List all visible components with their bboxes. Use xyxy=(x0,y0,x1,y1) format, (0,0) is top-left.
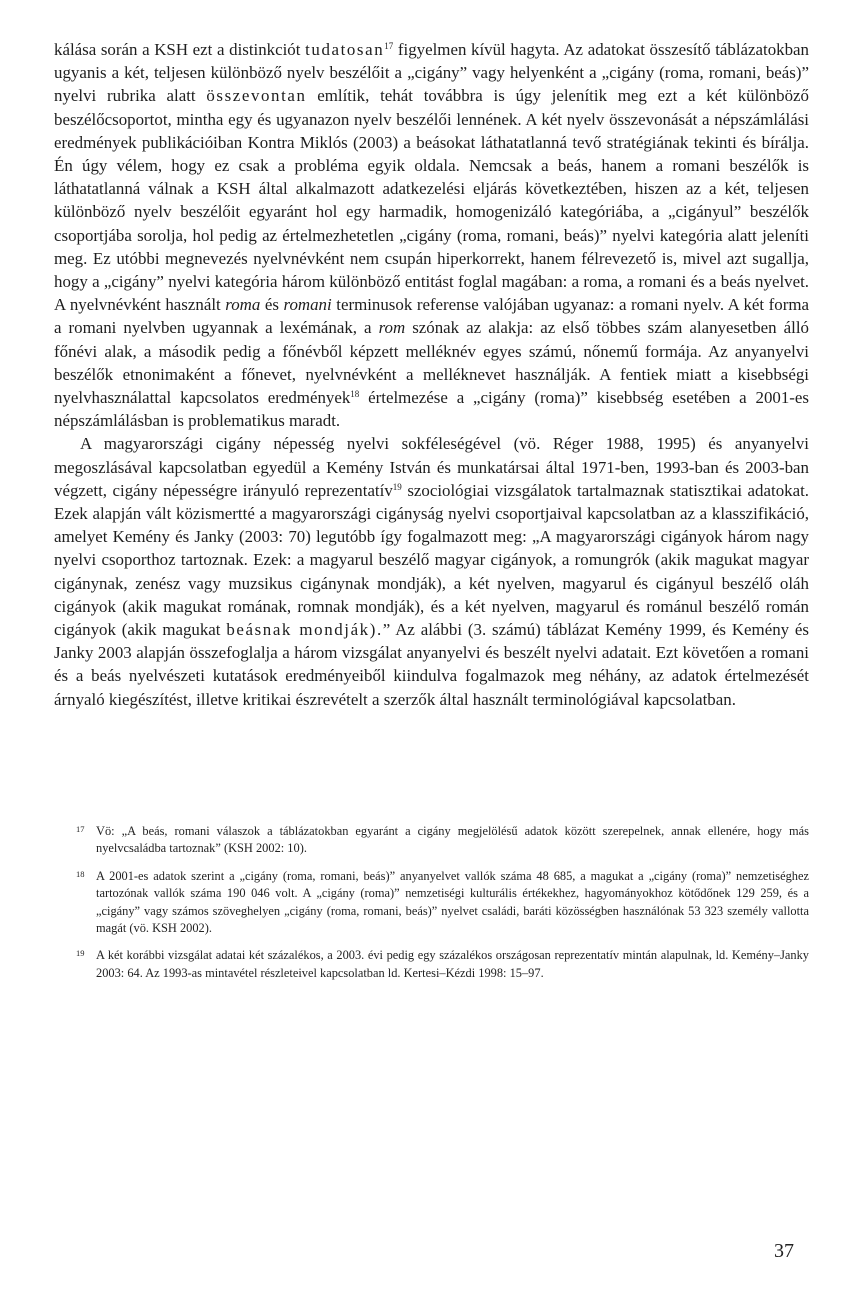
spaced-term: összevontan xyxy=(206,86,307,106)
footnote-ref-17[interactable]: 17 xyxy=(384,41,394,51)
italic-term-rom: rom xyxy=(378,318,406,338)
text-run: ” Az alábbi (3. számú) táblázat Kemény 1999, és Kemény és Janky 2003 alapján összefoglalja a három vizsgálat anyanyelvi és beszélt nyelvi adatait. Ezt követően a romani és a beás nyelvészeti kutatások eredményeiből kiindulva fogalmazok meg néhány, az adatok értelmezését árnyaló kiegészítést, illetve kritikai észrevételt a szerzők által használt terminológiával kapcsolatban. xyxy=(54,620,810,709)
text-run: figyelmen kívül hagyta. Az adatokat összesítő táblázatokban ugyanis a két, teljesen különböző nyelv beszélőit a „cigány” vagy helyenként a „cigány (roma, romani, beás)” nyelvi rubrika alatt xyxy=(54,40,809,106)
italic-term-roma: roma xyxy=(225,295,261,315)
footnotes xyxy=(54,823,809,992)
footnote-ref-18[interactable]: 18 xyxy=(350,389,360,400)
spaced-term: tudatosan xyxy=(305,40,385,59)
text-run: kálása során a KSH ezt a distinkciót xyxy=(54,40,301,59)
text-run: szociológiai vizsgálatok tartalmaznak statisztikai adatokat. Ezek alapján vált közismertté a magyarországi cigányság nyelvi csoportjaival kapcsolatban az a klasszifikáció, amelyet Kemény és Janky (2003: 70) legutóbb így fogalmazott meg: „A magyarországi cigányok három nagy nyelvi csoporthoz tartoznak. Ezek: a magyarul beszélő magyar cigányok, a romungrók (akik magukat magyar cigánynak, zenész vagy muzsikus cigánynak mondják), a két nyelven, magyarul és cigányul beszélő oláh cigányok (akik magukat romának, romnak mondják), és a két nyelven, magyarul és románul beszélő román cigányok (akik magukat xyxy=(54,480,809,640)
paragraph-2 xyxy=(54,432,809,710)
text-run: értelmezése a „cigány (roma)” kisebbség esetében a 2001-es népszámlálásban is problematikus maradt. xyxy=(54,388,809,431)
footnote-17 xyxy=(54,823,809,858)
spaced-quote: beásnak mondják). xyxy=(226,620,383,640)
footnote-ref-19[interactable]: 19 xyxy=(392,481,402,492)
footnote-text: A két korábbi vizsgálat adatai két százalékos, a 2003. évi pedig egy százalékos országosan reprezentatív mintán alapulnak, ld. Kemény–Janky 2003: 64. Az 1993-as mintavétel részleteivel kapcsolatban ld. Kertesi–Kézdi 1998: 15–97. xyxy=(96,948,809,980)
italic-term-romani: romani xyxy=(283,295,332,315)
page-number: 37 xyxy=(774,1240,794,1262)
text-run: említik, tehát továbbra is úgy jelenítik meg ezt a két különböző beszélőcsoportot, mintha egy és ugyanazon nyelv beszélői lennének. A két nyelv összevonását a népszámlálási eredmények publikációiban Kontra Miklós (2003) a beásokat láthatatlanná tevő stratégiának tekinti és bírálja. Én úgy vélem, hogy ez csak a probléma egyik oldala. Nemcsak a beás, hanem a romani beszélők is láthatatlanná válnak a KSH által alkalmazott adatkezelési eljárás következtében, hiszen az a két, teljesen különböző nyelv beszélőit egyaránt hol egy harmadik, homogenizáló kategóriába, a „cigányul” beszélők csoportjába sorolja, hol pedig az értelmezhetetlen „cigány (roma, romani, beás)” nyelvi kategória alatt jeleníti meg. Ez utóbbi megnevezés nyelvnévként nem csupán hiperkorrekt, hanem félrevezető is, mivel azt sugallja, hogy a „cigány” nyelvi kategória három különböző entitást foglal magában: a roma, a romani és a beás nyelvet. A nyelvnévként használt xyxy=(54,86,810,315)
page xyxy=(54,38,809,711)
text-run: A magyarországi cigány népesség nyelvi sokféleségével (vö. Réger 1988, 1995) és anyanyelvi megoszlásával kapcsolatban egyedül a Kemény István és munkatársai által 1971-ben, 1993-ban és 2003-ban végzett, cigány népességre irányuló reprezentatív xyxy=(54,434,809,500)
footnote-18 xyxy=(54,868,809,938)
footnote-19 xyxy=(54,947,809,982)
footnote-mark: 19 xyxy=(76,948,85,959)
footnote-mark: 18 xyxy=(76,868,85,879)
footnote-text: A 2001-es adatok szerint a „cigány (roma, romani, beás)” anyanyelvet vallók száma 48 685, a magukat a „cigány (roma)” nemzetiséghez tartozónak vallók száma 190 046 volt. A „cigány (roma)” nemzetiségi kulturális értékekhez, hagyományokhoz kötődőnek 129 259, és a „cigány” vagy számos szöveghelyen „cigány (roma, romani, beás)” nyelvet családi, baráti közösségben használónak 53 323 személy vallotta magát (vö. KSH 2002). xyxy=(96,868,809,936)
text-run: terminusok referense valójában ugyanaz: a romani nyelv. A két forma a romani nyelvben ugyannak a lexémának, a xyxy=(54,295,810,338)
text-run: és xyxy=(264,295,279,315)
footnote-text: Vö: „A beás, romani válaszok a táblázatokban egyaránt a cigány megjelölésű adatok között szerepelnek, annak ellenére, hogy más nyelvcsaládba tartoznak” (KSH 2002: 10). xyxy=(96,824,809,856)
footnote-mark: 17 xyxy=(76,824,85,834)
body-text xyxy=(54,38,809,711)
paragraph-1 xyxy=(54,38,809,432)
text-run: szónak az alakja: az első többes szám alanyesetben álló főnévi alak, a második pedig a főnévből képzett melléknév egyes számú, nőnemű formája. Az anyanyelvi beszélők etnonimaként a főnevet, nyelvnévként a melléknevet használják. A fentiek miatt a kisebbségi nyelvhasználattal kapcsolatos eredmények xyxy=(54,318,809,408)
